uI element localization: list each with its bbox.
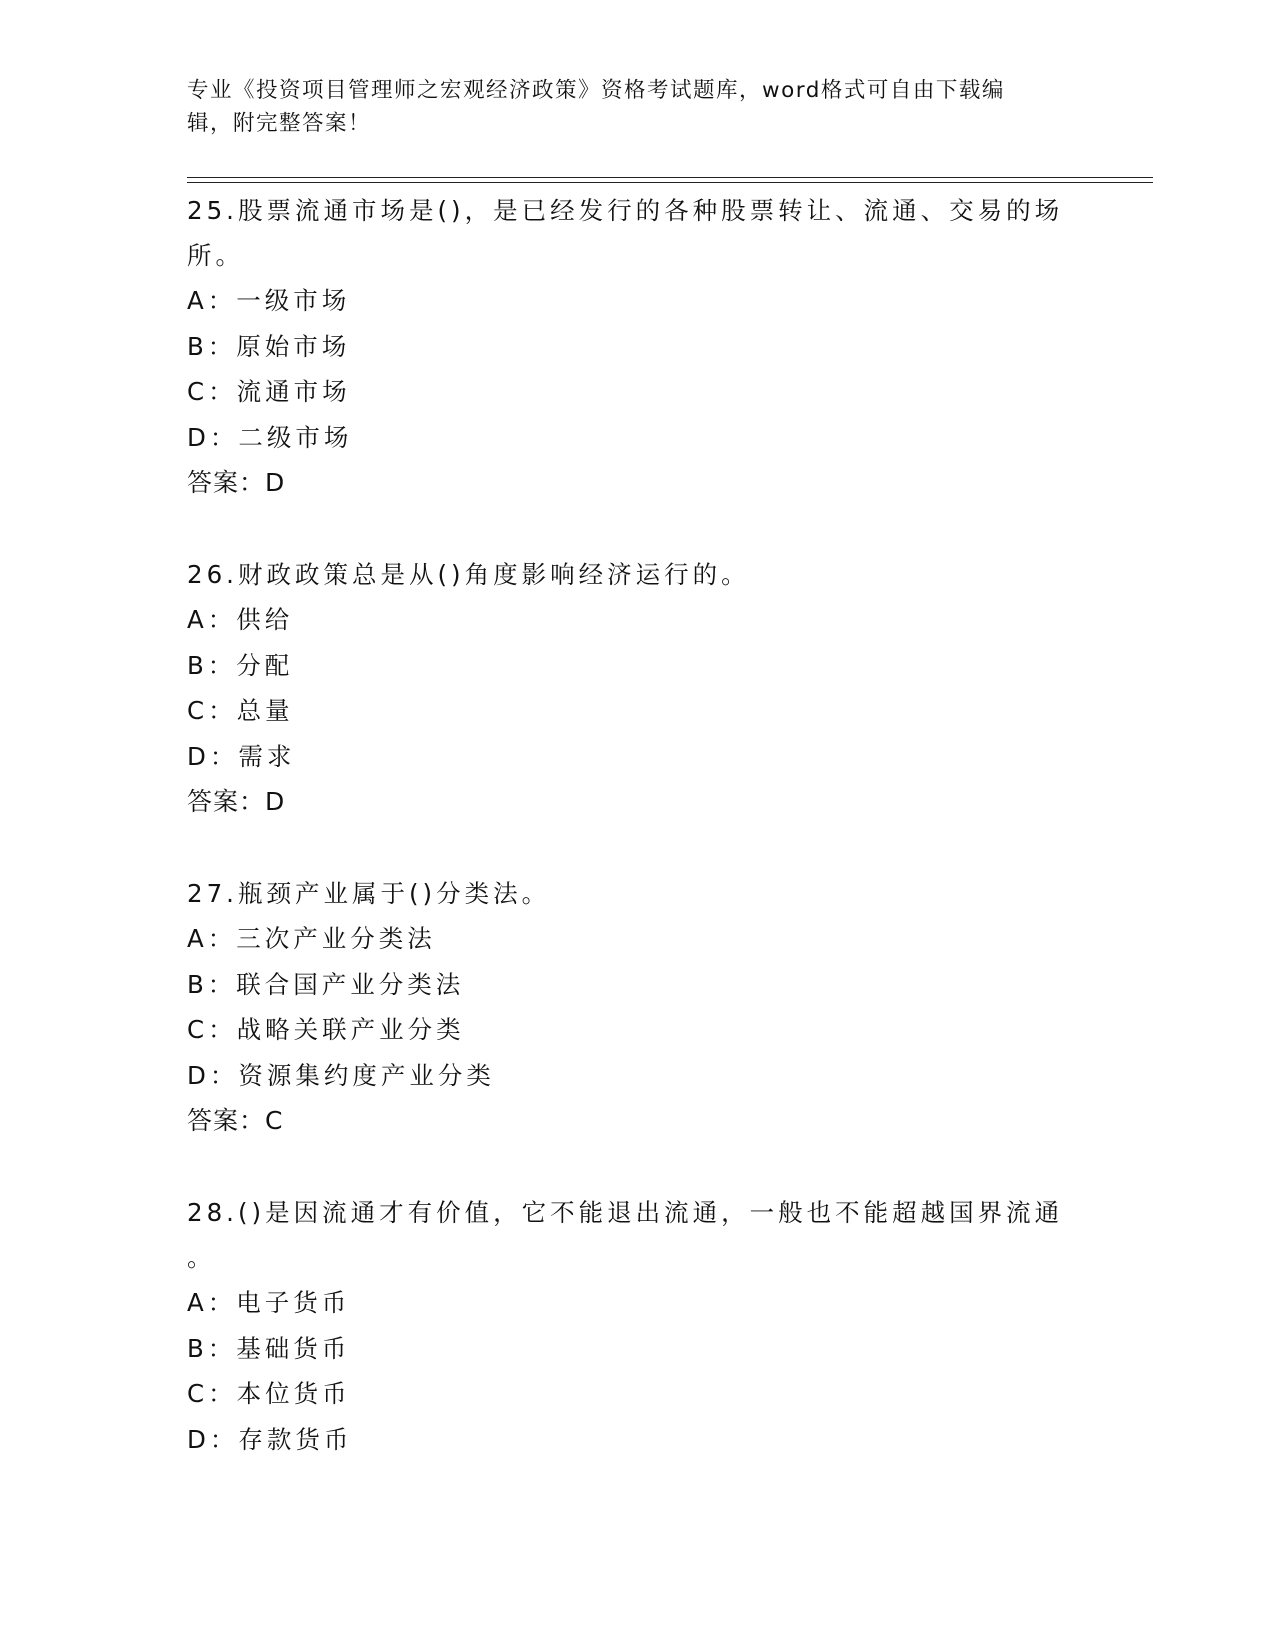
question-25 bbox=[187, 188, 1087, 505]
option-d: D：资源集约度产业分类 bbox=[187, 1060, 495, 1090]
option-a: A：供给 bbox=[187, 605, 294, 634]
question-26 bbox=[187, 552, 1087, 824]
header-rule-top bbox=[187, 177, 1153, 178]
option-a: A：电子货币 bbox=[187, 1288, 351, 1317]
option-d: D：存款货币 bbox=[187, 1424, 353, 1454]
option-c: C：流通市场 bbox=[187, 377, 351, 406]
answer: 答案：D bbox=[187, 787, 286, 816]
option-b: B：原始市场 bbox=[187, 331, 351, 361]
document-header bbox=[187, 74, 1067, 140]
option-c: C：本位货币 bbox=[187, 1379, 351, 1408]
question-stem-line: 28.()是因流通才有价值，它不能退出流通，一般也不能超越国界流通 bbox=[187, 1198, 1064, 1227]
question-27 bbox=[187, 871, 1087, 1143]
question-stem-line: 25.股票流通市场是()，是已经发行的各种股票转让、流通、交易的场 bbox=[187, 196, 1064, 225]
option-d: D：需求 bbox=[187, 741, 296, 771]
question-stem-line: 26.财政政策总是从()角度影响经济运行的。 bbox=[187, 560, 750, 589]
option-d: D：二级市场 bbox=[187, 422, 353, 452]
option-a: A：一级市场 bbox=[187, 286, 351, 315]
answer: 答案：C bbox=[187, 1106, 284, 1135]
option-a: A：三次产业分类法 bbox=[187, 924, 436, 953]
option-c: C：总量 bbox=[187, 696, 294, 725]
question-stem-line: 所。 bbox=[187, 241, 244, 270]
question-stem-line: 。 bbox=[187, 1243, 216, 1272]
question-28 bbox=[187, 1190, 1087, 1462]
option-c: C：战略关联产业分类 bbox=[187, 1015, 465, 1044]
header-line-2: 辑，附完整答案！ bbox=[187, 111, 372, 136]
option-b: B：基础货币 bbox=[187, 1333, 351, 1363]
header-line-1: 专业《投资项目管理师之宏观经济政策》资格考试题库，word格式可自由下载编 bbox=[187, 78, 1005, 103]
question-stem-line: 27.瓶颈产业属于()分类法。 bbox=[187, 879, 551, 908]
header-rule-bottom bbox=[187, 182, 1153, 183]
option-b: B：分配 bbox=[187, 650, 294, 680]
answer: 答案：D bbox=[187, 468, 286, 497]
option-b: B：联合国产业分类法 bbox=[187, 969, 465, 999]
